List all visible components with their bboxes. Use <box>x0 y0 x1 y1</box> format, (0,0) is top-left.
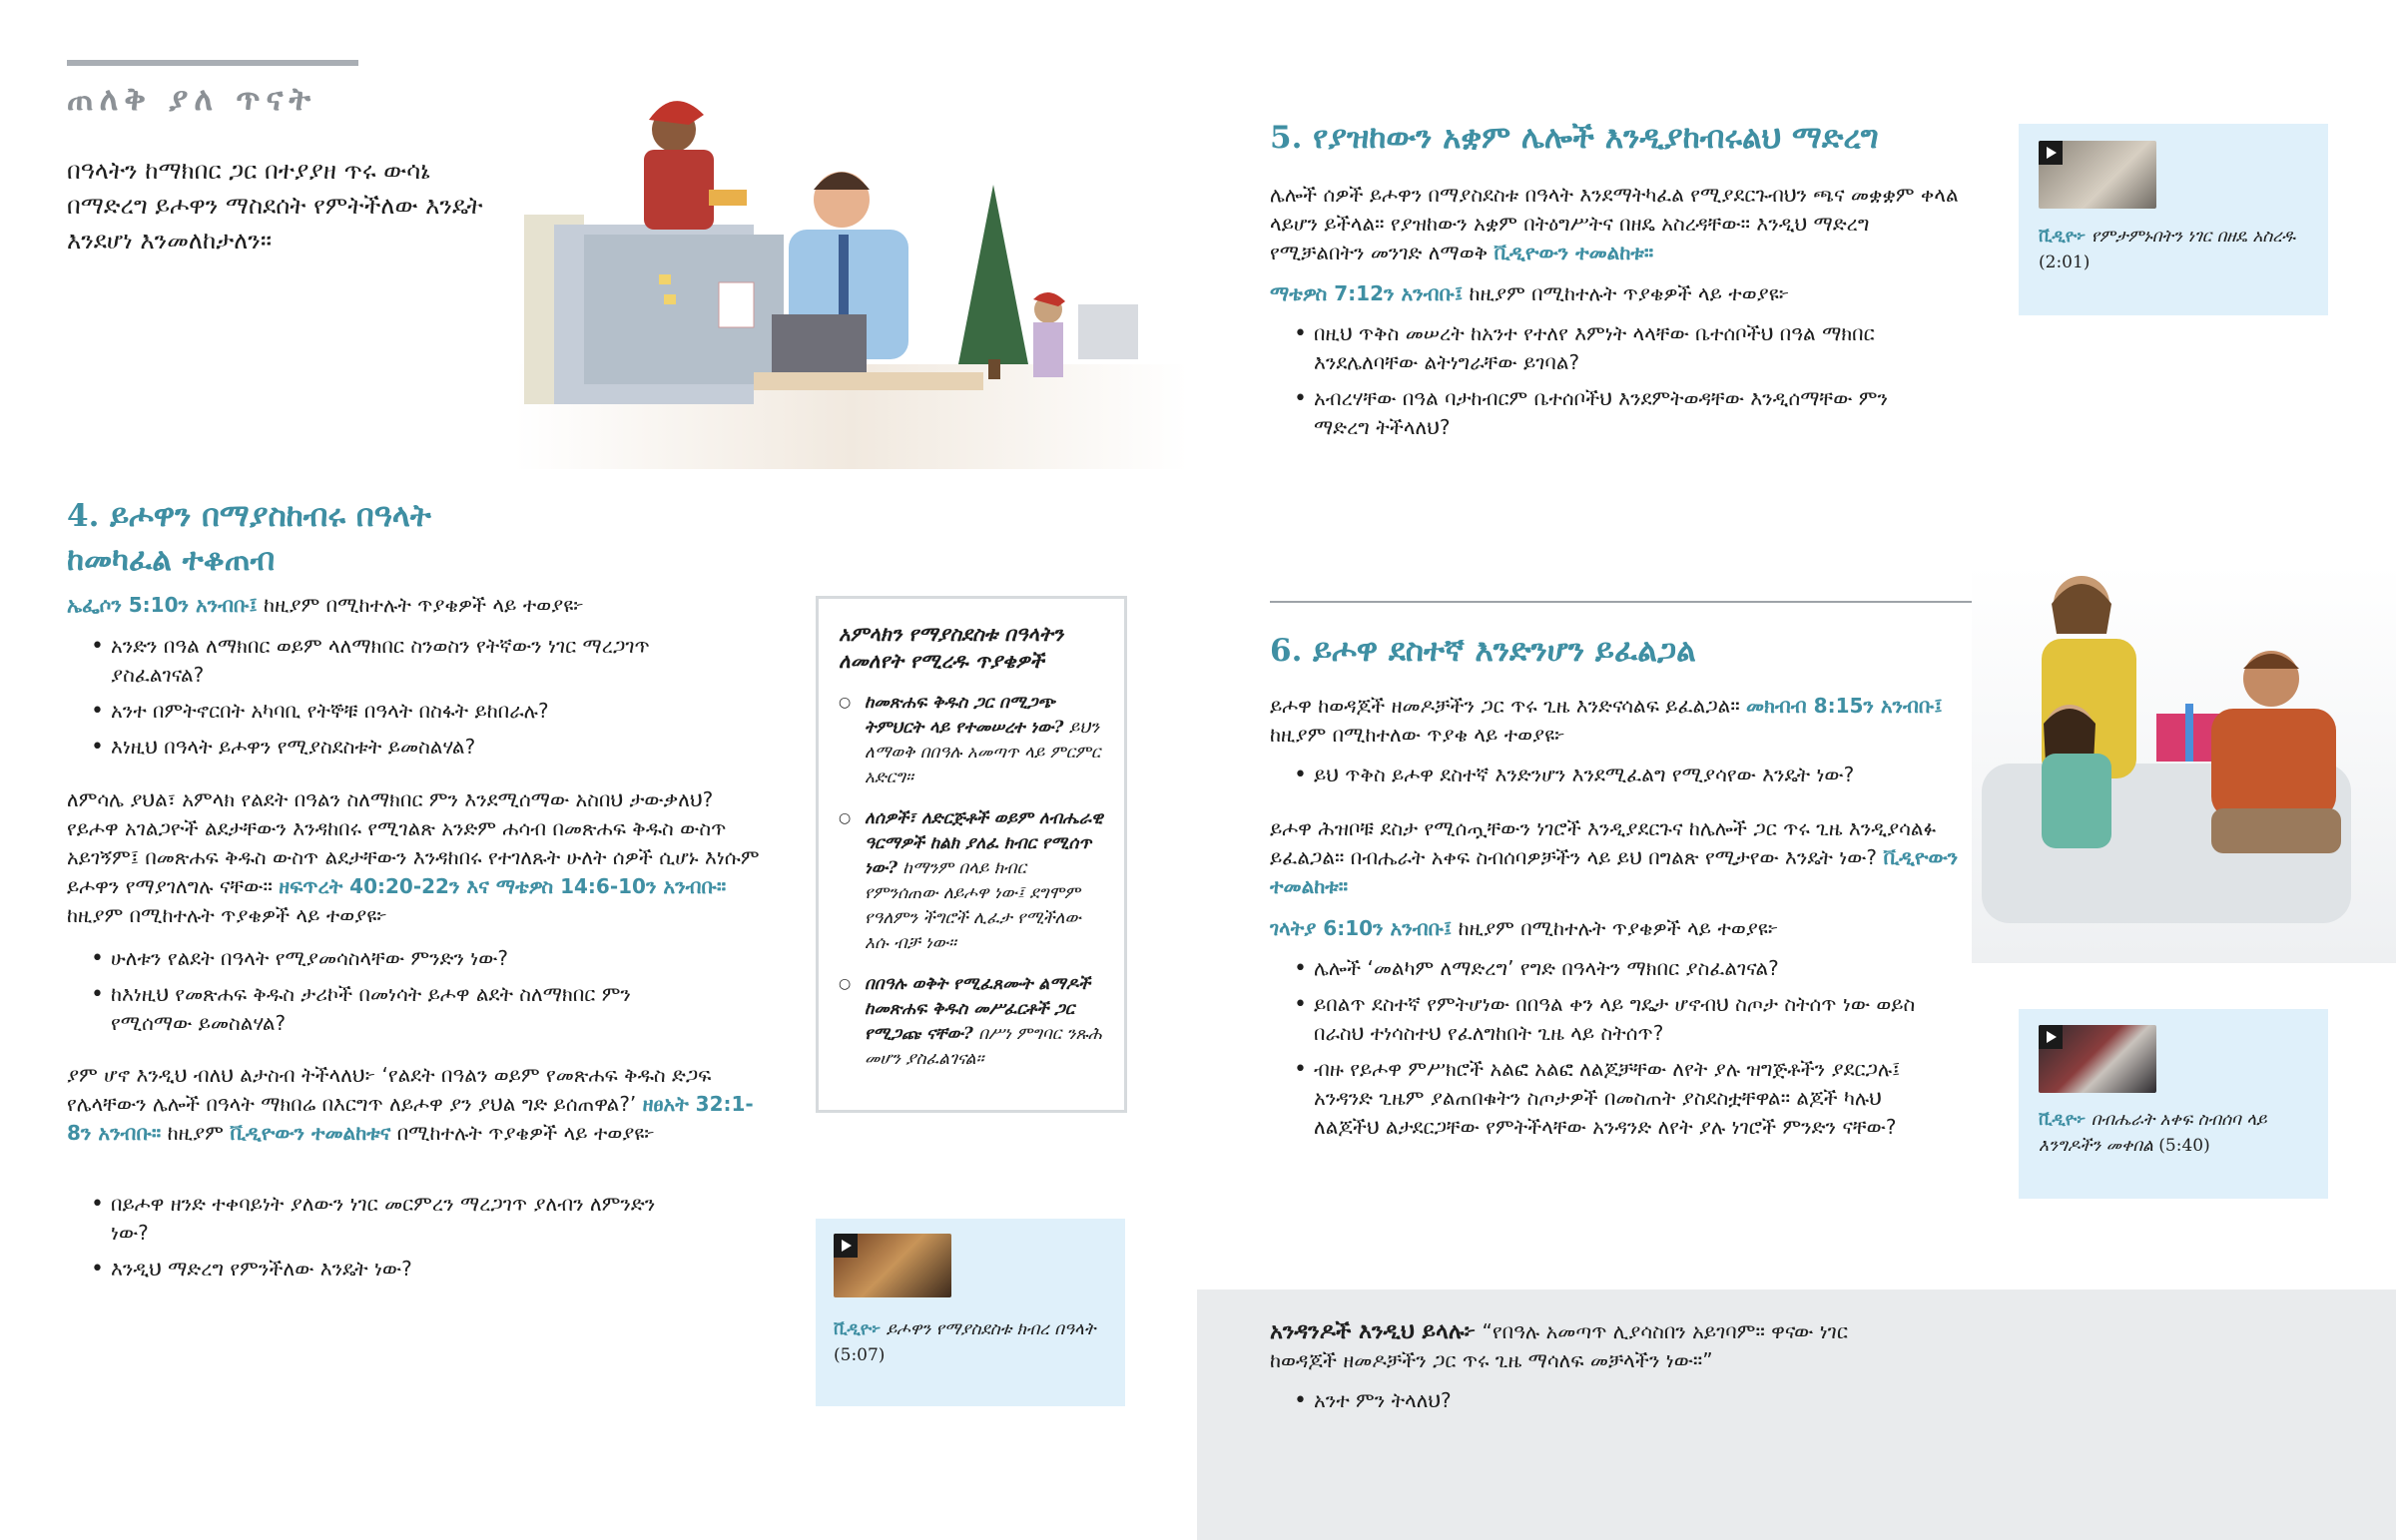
video-duration: (5:40) <box>2158 1136 2210 1156</box>
deep-study-title: ጠለቅ ያለ ጥናት <box>67 80 317 118</box>
scripture-ref-galatians[interactable]: ገላትያ 6:10ን አንብቡ፤ <box>1270 916 1453 940</box>
family-illustration <box>1972 564 2396 963</box>
section-4-title-line2: ከመካፈል ተቆጠብ <box>67 542 276 578</box>
video-thumbnail[interactable] <box>2039 1025 2156 1093</box>
section-6-read-rest: ከዚያም በሚከተሉት ጥያቄዎች ላይ ተወያዩ፦ <box>1452 916 1779 940</box>
sidebar-item-bold: በበዓሉ ወቅት የሚፈጸሙት ልማዶች ከመጽሐፍ ቅዱስ መሥፈርቶች ጋር የሚጋጩ ናቸው? <box>865 974 1091 1044</box>
header-rule <box>67 60 358 66</box>
section-divider <box>1270 601 2079 603</box>
section-6-questions-2 <box>1270 954 1949 1149</box>
question-item: • በዚህ ጥቅስ መሠረት ከአንተ የተለየ እምነት ላላቸው ቤተሰቦችህ በዓል ማክበር እንደሌለባቸው ልትነግራቸው ይገባል? <box>1270 319 1949 377</box>
scripture-ref-exodus[interactable]: ዘፀአት 32:1-8ን አንብቡ። <box>67 1092 754 1145</box>
paragraph-3-mid: ከዚያም <box>161 1121 231 1145</box>
section-5-title: 5. የያዝከውን አቋም ሌሎች እንዲያከብሩልህ ማድረግ <box>1270 120 1879 156</box>
section-4-paragraph-3 <box>67 1061 766 1148</box>
play-icon[interactable] <box>2039 1025 2063 1049</box>
sidebar-item-text: ከማንም በላይ ክብር የምንሰጠው ለይሖዋ ነው፤ ደግሞም የዓለምን ችግሮች ሊፈታ የሚችለው እሱ ብቻ ነው። <box>865 858 1081 953</box>
question-item: • እነዚህ በዓላት ይሖዋን የሚያስደስቱት ይመስልሃል? <box>67 733 686 762</box>
video-duration: (2:01) <box>2039 253 2091 272</box>
question-item: • አንተ ምን ትላለህ? <box>1270 1386 1769 1415</box>
video-thumbnail[interactable] <box>834 1234 951 1297</box>
scripture-ref-matthew-7[interactable]: ማቴዎስ 7:12ን አንብቡ፤ <box>1270 281 1464 305</box>
sidebar-item <box>839 691 1104 790</box>
watch-video-link-1[interactable]: ቪዲዮውን ተመልከቱና <box>230 1121 391 1145</box>
some-say-quote <box>1270 1317 1889 1375</box>
scripture-ref-genesis-matthew[interactable]: ዘፍጥረት 40:20-22ን እና ማቴዎስ 14:6-10ን አንብቡ። <box>279 874 727 898</box>
section-4-questions-1 <box>67 632 686 769</box>
section-4-title-line1: 4. ይሖዋን በማያስከብሩ በዓላት <box>67 498 431 534</box>
section-6-title: 6. ይሖዋ ደስተኛ እንድንሆን ይፈልጋል <box>1270 633 1696 669</box>
intro-text: በዓላትን ከማክበር ጋር በተያያዘ ጥሩ ውሳኔ በማድረግ ይሖዋን ማስደሰት የምትችለው እንዴት እንደሆነ እንመለከታለን። <box>67 157 483 255</box>
sidebar-item-text: ይህን ለማወቅ በበዓሉ አመጣጥ ላይ ምርምር አድርግ። <box>865 718 1101 787</box>
video-caption <box>834 1316 1108 1368</box>
some-say-text: “የበዓሉ አመጣጥ ሊያሳስበን አይገባም። ዋናው ነገር ከወዳጆች ዘመዶቻችን ጋር ጥሩ ጊዜ ማሳለፍ መቻላችን ነው።” <box>1270 1319 1848 1372</box>
question-item: • ሁለቱን የልደት በዓላት የሚያመሳስላቸው ምንድን ነው? <box>67 944 706 973</box>
section-5-paragraph <box>1270 181 1969 267</box>
video-card-welcoming-guests[interactable] <box>2019 1009 2328 1199</box>
section-5-read-rest: ከዚያም በሚከተሉት ጥያቄዎች ላይ ተወያዩ፦ <box>1463 281 1790 305</box>
question-item: • በይሖዋ ዘንድ ተቀባይነት ያለውን ነገር መርምረን ማረጋገጥ ያለብን ለምንድን ነው? <box>67 1190 686 1248</box>
sidebar-item <box>839 806 1104 956</box>
sidebar-item-bold: ከመጽሐፍ ቅዱስ ጋር በሚጋጭ ትምህርት ላይ የተመሠረተ ነው? <box>865 693 1064 738</box>
watch-video-link-2[interactable]: ቪዲዮውን ተመልከቱ። <box>1494 241 1654 264</box>
sidebar-item <box>839 972 1104 1072</box>
video-caption <box>2039 1107 2318 1159</box>
scripture-ref-ephesians[interactable]: ኤፌሶን 5:10ን አንብቡ፤ <box>67 593 258 617</box>
section-4-questions-2 <box>67 944 706 1045</box>
video-prefix: ቪዲዮ፦ <box>834 1319 882 1339</box>
section-4-questions-3 <box>67 1190 686 1290</box>
office-illustration <box>514 95 1188 469</box>
video-title: በብሔራት አቀፍ ስብሰባ ላይ እንግዶችን መቀበል <box>2039 1110 2267 1156</box>
paragraph-2-text: ለምሳሌ ያህል፣ አምላክ የልደት በዓልን ስለማክበር ምን እንደሚሰማው አስበህ ታውቃለህ? የይሖዋ አገልጋዮች ልደታቸውን እንዳከበሩ የሚገልጽ አንድም ሐሳብ በመጽሐፍ ቅዱስ ውስጥ አይገኝም፤ በመጽሐፍ ቅዱስ ውስጥ ልደታቸውን እንዳከበሩ የተገለጹት ሁለት ሰዎች ሲሆኑ እነሱም ይሖዋን የማያገለግሉ ናቸው። <box>67 787 760 898</box>
question-item: • ይበልጥ ደስተኛ የምትሆነው በበዓል ቀን ላይ ግዴታ ሆኖብህ ስጦታ ስትሰጥ ነው ወይስ በራስህ ተነሳስተህ የፈለግከበት ጊዜ ላይ ስትሰጥ? <box>1270 990 1949 1048</box>
section-6-read <box>1270 914 1969 943</box>
sidebar-title: አምላክን የማያስደስቱ በዓላትን ለመለየት የሚረዱ ጥያቄዎች <box>839 622 1064 673</box>
some-say-label: አንዳንዶች እንዲህ ይላሉ፦ <box>1270 1319 1477 1344</box>
sidebar-questions-box <box>816 596 1127 1113</box>
section-5-read <box>1270 279 1969 308</box>
section-5-text: ሌሎች ሰዎች ይሖዋን በማያስደስቱ በዓላት እንደማትካፈል የሚያደርጉብህን ጫና መቋቋም ቀላል ላይሆን ይችላል። የያዝከውን አቋም በትዕግሥትና በዘዴ አስረዳቸው። እንዲህ ማድረግ የሚቻልበትን መንገድ ለማወቅ <box>1270 183 1959 264</box>
video-card-holidays[interactable] <box>816 1219 1125 1406</box>
section-4-read-1 <box>67 591 766 620</box>
question-item: • አብረሃቸው በዓል ባታከብርም ቤተሰቦችህ እንደምትወዳቸው እንዲሰማቸው ምን ማድረግ ትችላለህ? <box>1270 384 1949 442</box>
watch-video-link-3[interactable]: ቪዲዮውን ተመልከቱ። <box>1270 845 1959 898</box>
question-item: • እንዲህ ማድረግ የምንችለው እንዴት ነው? <box>67 1255 686 1283</box>
some-say-box <box>1197 1289 2396 1540</box>
paragraph-3-text: ያም ሆኖ እንዲህ ብለህ ልታስብ ትችላለህ፦ ‘የልደት በዓልን ወይም የመጽሐፍ ቅዱስ ድጋፍ የሌላቸውን ሌሎች በዓላት ማክበሬ በእርግጥ ለይሖዋ ያን ያህል ግድ ይሰጠዋል?’ <box>67 1063 712 1116</box>
sidebar-item-text: በሥነ ምግባር ንጹሕ መሆን ያስፈልገናል። <box>865 1024 1102 1069</box>
sidebar-item-bold: ለሰዎች፣ ለድርጅቶች ወይም ለብሔራዊ ዓርማዎች ከልክ ያለፈ ክብር የሚሰጥ ነው? <box>865 808 1103 878</box>
question-item: • አንተ በምትኖርበት አካባቢ የትኞቹ በዓላት በስፋት ይከበራሉ? <box>67 697 686 726</box>
section-6-paragraph-2 <box>1270 814 1969 901</box>
section-4-title <box>67 494 526 582</box>
question-item: • አንድን በዓል ለማክበር ወይም ላለማክበር ስንወስን የትኛውን ነገር ማረጋገጥ ያስፈልገናል? <box>67 632 686 690</box>
read-1-rest: ከዚያም በሚከተሉት ጥያቄዎች ላይ ተወያዩ፦ <box>257 593 584 617</box>
question-item: • ይህ ጥቅስ ይሖዋ ደስተኛ እንድንሆን እንደሚፈልግ የሚያሳየው እንዴት ነው? <box>1270 761 1969 789</box>
section-4-paragraph-2 <box>67 785 761 930</box>
video-prefix: ቪዲዮ፦ <box>2039 227 2087 247</box>
paragraph-2-rest: ከዚያም በሚከተሉት ጥያቄዎች ላይ ተወያዩ፦ <box>67 903 387 927</box>
play-icon[interactable] <box>834 1234 858 1258</box>
section-5-questions <box>1270 319 1949 449</box>
question-item: • ብዙ የይሖዋ ምሥክሮች አልፎ አልፎ ለልጆቻቸው ለየት ያሉ ዝግጅቶችን ያደርጋሉ፤ አንዳንድ ጊዜም ያልጠበቁትን ስጦታዎች በመስጠት ያስደስቷቸዋል። ልጆች ካሉህ ለልጆችህ ልታደርጋቸው የምትችላቸው አንዳንድ ለየት ያሉ ነገሮች ምንድን ናቸው? <box>1270 1055 1949 1142</box>
some-say-questions <box>1270 1386 1769 1422</box>
video-title: የምታምኑበትን ነገር በዘዴ አስረዱ <box>2091 227 2296 247</box>
paragraph-3-rest: በሚከተሉት ጥያቄዎች ላይ ተወያዩ፦ <box>390 1121 655 1145</box>
section-6-questions-1 <box>1270 761 1969 796</box>
section-6-text-1: ይሖዋ ከወዳጆች ዘመዶቻችን ጋር ጥሩ ጊዜ እንድናሳልፍ ይፈልጋል። <box>1270 694 1747 718</box>
section-6-text-2: ይሖዋ ሕዝቦቹ ደስታ የሚሰጧቸውን ነገሮች እንዲያደርጉና ከሌሎች ጋር ጥሩ ጊዜ እንዲያሳልፉ ይፈልጋል። በብሔራት አቀፍ ስብሰባዎቻችን ላይ ይህ በግልጽ የሚታየው እንዴት ነው? <box>1270 816 1937 869</box>
question-item: • ከእነዚህ የመጽሐፍ ቅዱስ ታሪኮች በመነሳት ይሖዋ ልደት ስለማክበር ምን የሚሰማው ይመስልሃል? <box>67 980 706 1038</box>
section-6-paragraph-1 <box>1270 692 1969 750</box>
sidebar-list <box>839 691 1104 1072</box>
video-caption <box>2039 224 2313 275</box>
scripture-ref-ecclesiastes[interactable]: መክብብ 8:15ን አንብቡ፤ <box>1746 694 1943 718</box>
video-prefix: ቪዲዮ፦ <box>2039 1110 2087 1130</box>
video-card-explain-tactfully[interactable] <box>2019 124 2328 315</box>
question-item: • ሌሎች ‘መልካም ለማድረግ’ የግድ በዓላትን ማክበር ያስፈልገናል? <box>1270 954 1949 983</box>
section-6-rest-1: ከዚያም በሚከተለው ጥያቄ ላይ ተወያዩ፦ <box>1270 723 1565 747</box>
video-title: ይሖዋን የማያስደስቱ ክብረ በዓላት <box>886 1319 1096 1339</box>
video-thumbnail[interactable] <box>2039 141 2156 209</box>
video-duration: (5:07) <box>834 1345 886 1365</box>
play-icon[interactable] <box>2039 141 2063 165</box>
